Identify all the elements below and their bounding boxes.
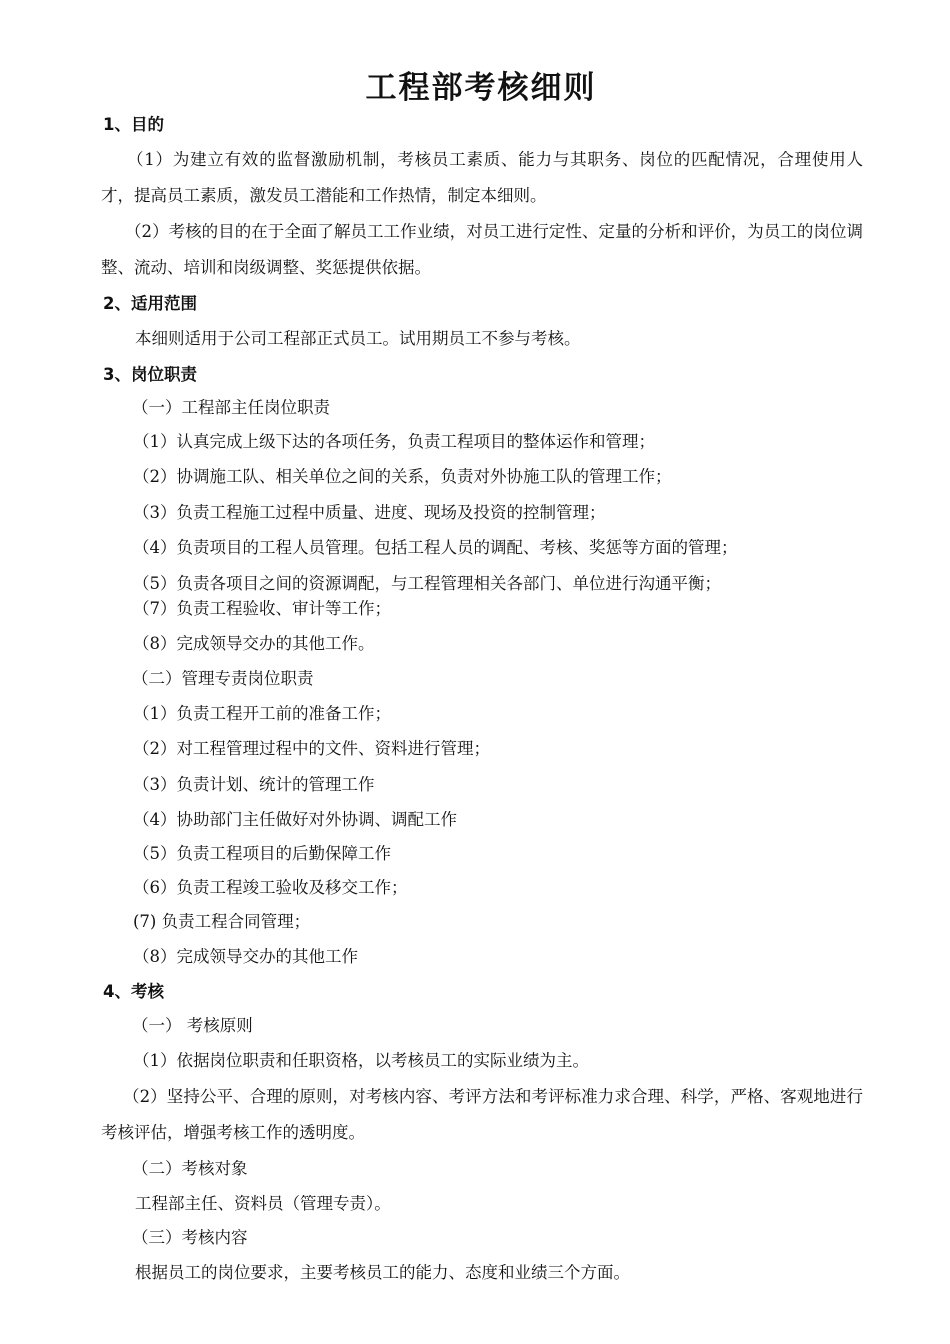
section-heading-assessment: 4、考核 [103,982,164,1001]
principles-subheading: （一） 考核原则 [132,1016,253,1035]
director-duty-item: （1）认真完成上级下达的各项任务，负责工程项目的整体运作和管理； [133,432,655,451]
manager-duty-item: （2）对工程管理过程中的文件、资料进行管理； [133,739,490,758]
principle-item-2: （2）坚持公平、合理的原则，对考核内容、考评方法和考评标准力求合理、科学，严格、客观地进行考核评估，增强考核工作的透明度。 [101,1087,863,1142]
manager-duty-item: (7) 负责工程合同管理； [133,912,311,931]
section-heading-scope: 2、适用范围 [103,294,197,313]
manager-duty-item: （5）负责工程项目的后勤保障工作 [133,844,391,863]
principle-item-1: （1）依据岗位职责和任职资格，以考核员工的实际业绩为主。 [133,1051,589,1070]
director-duty-item: （5）负责各项目之间的资源调配，与工程管理相关各部门、单位进行沟通平衡； [133,574,721,593]
section-heading-duties: 3、岗位职责 [103,365,197,384]
content-text: 根据员工的岗位要求，主要考核员工的能力、态度和业绩三个方面。 [135,1263,630,1282]
section-heading-purpose: 1、目的 [103,115,164,134]
manager-duties-subheading: （二）管理专责岗位职责 [132,669,314,688]
document-title: 工程部考核细则 [365,70,597,106]
director-duty-item: （7）负责工程验收、审计等工作； [133,599,391,618]
manager-duty-item: （3）负责计划、统计的管理工作 [133,775,375,794]
director-duty-item: （3）负责工程施工过程中质量、进度、现场及投资的控制管理； [133,503,606,522]
manager-duty-item: （4）协助部门主任做好对外协调、调配工作 [133,810,457,829]
targets-text: 工程部主任、资料员（管理专责）。 [135,1194,391,1213]
purpose-paragraph-2: （2）考核的目的在于全面了解员工工作业绩，对员工进行定性、定量的分析和评价，为员工的岗位调整、流动、培训和岗级调整、奖惩提供依据。 [101,222,863,277]
manager-duty-item: （1）负责工程开工前的准备工作； [133,704,391,723]
manager-duty-item: （6）负责工程竣工验收及移交工作； [133,878,408,897]
manager-duty-item: （8）完成领导交办的其他工作 [133,947,358,966]
content-subheading: （三）考核内容 [132,1228,248,1247]
targets-subheading: （二）考核对象 [132,1159,248,1178]
purpose-paragraph-1: （1）为建立有效的监督激励机制，考核员工素质、能力与其职务、岗位的匹配情况，合理使用人才，提高员工素质，激发员工潜能和工作热情，制定本细则。 [101,150,863,205]
director-duty-item: （4）负责项目的工程人员管理。包括工程人员的调配、考核、奖惩等方面的管理； [133,538,738,557]
director-duty-item: （2）协调施工队、相关单位之间的关系，负责对外协施工队的管理工作； [133,467,672,486]
scope-text: 本细则适用于公司工程部正式员工。试用期员工不参与考核。 [135,329,581,348]
director-duty-item: （8）完成领导交办的其他工作。 [133,634,375,653]
director-duties-subheading: （一）工程部主任岗位职责 [132,398,330,417]
